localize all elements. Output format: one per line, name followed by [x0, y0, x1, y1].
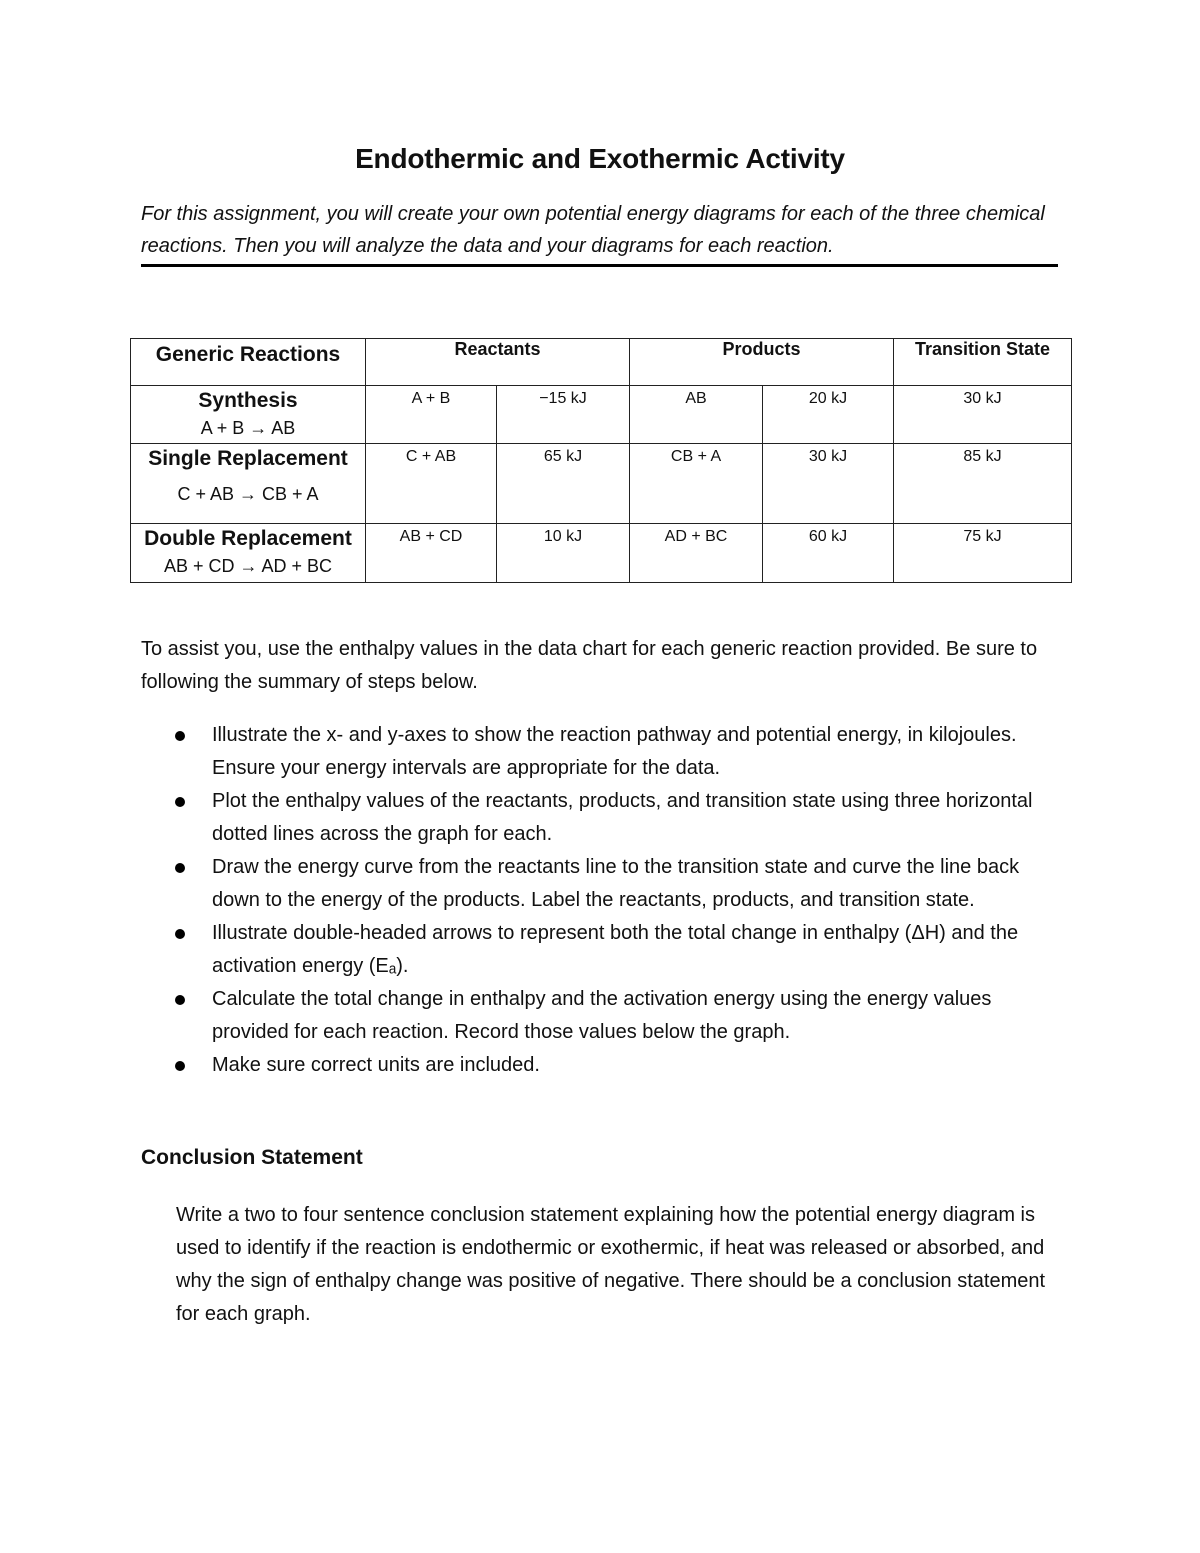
table-row: [131, 444, 1072, 524]
reaction-name-cell: [131, 386, 366, 444]
header-transition-state: Transition State: [894, 339, 1072, 386]
reaction-name: Double Replacement: [144, 527, 352, 550]
step-text: Illustrate the x- and y-axes to show the reaction pathway and potential energy, in kilojoules. Ensure your energy intervals are appropriate for the data.: [212, 724, 1017, 779]
transition-cell: [894, 524, 1072, 583]
product-value: CB + A: [670, 448, 722, 465]
reactant-cell: [366, 524, 497, 583]
step-text: Illustrate double-headed arrows to represent both the total change in enthalpy (ΔH) and the activation energy (Eₐ).: [212, 922, 1019, 977]
bullet-icon: [175, 995, 185, 1005]
reactant-cell: [366, 444, 497, 524]
step-text: Plot the enthalpy values of the reactants, products, and transition state using three horizontal dotted lines across the graph for each.: [212, 790, 1033, 845]
reaction-equation: AB + CD → AD + BC: [163, 556, 333, 576]
step-text: Draw the energy curve from the reactants line to the transition state and curve the line back down to the energy of the products. Label the reactants, products, and transition state.: [212, 856, 1020, 911]
product-cell: [630, 386, 763, 444]
list-item: [141, 719, 1071, 785]
reaction-name: Single Replacement: [148, 447, 348, 470]
transition-cell: [894, 444, 1072, 524]
reactant-energy-value: 10 kJ: [543, 528, 583, 545]
reaction-equation: C + AB → CB + A: [177, 484, 319, 504]
reactant-energy-cell: [497, 524, 630, 583]
list-item: [141, 917, 1071, 983]
step-text: Calculate the total change in enthalpy and the activation energy using the energy values provided for each reaction. Record those values below the graph.: [212, 988, 992, 1043]
bullet-icon: [175, 929, 185, 939]
reaction-name-cell: [131, 524, 366, 583]
reaction-data-table: [130, 338, 1072, 583]
product-energy-cell: [763, 386, 894, 444]
product-energy-value: 20 kJ: [808, 390, 848, 407]
conclusion-paragraph: Write a two to four sentence conclusion statement explaining how the potential energy diagram is used to identify if the reaction is endothermic or exothermic, if heat was released or absorbed, and why the sign of enthalpy change was positive of negative. There should be a conclusion statement for each graph.: [176, 1204, 1046, 1325]
header-products: Products: [630, 339, 894, 386]
list-item: [141, 1049, 1071, 1082]
product-energy-value: 60 kJ: [808, 528, 848, 545]
bullet-icon: [175, 863, 185, 873]
reactant-energy-value: 65 kJ: [543, 448, 583, 465]
steps-list: [141, 719, 1071, 1082]
list-item: [141, 983, 1071, 1049]
reactant-cell: [366, 386, 497, 444]
product-energy-cell: [763, 524, 894, 583]
table-row: [131, 386, 1072, 444]
reaction-equation: A + B → AB: [200, 418, 296, 438]
reactant-energy-cell: [497, 444, 630, 524]
table-header-row: [131, 339, 1072, 386]
transition-cell: [894, 386, 1072, 444]
bullet-icon: [175, 797, 185, 807]
header-reactants: Reactants: [366, 339, 630, 386]
assist-paragraph: To assist you, use the enthalpy values in the data chart for each generic reaction provided. Be sure to following the summary of steps below.: [141, 638, 1038, 693]
product-energy-value: 30 kJ: [808, 448, 848, 465]
transition-value: 85 kJ: [963, 448, 1002, 465]
reactant-energy-value: −15 kJ: [539, 390, 587, 407]
list-item: [141, 851, 1071, 917]
table-row: [131, 524, 1072, 583]
conclusion-heading: Conclusion Statement: [141, 1146, 363, 1169]
product-energy-cell: [763, 444, 894, 524]
bullet-icon: [175, 1061, 185, 1071]
reactant-value: C + AB: [405, 448, 457, 465]
page-title: Endothermic and Exothermic Activity: [355, 143, 845, 174]
reactant-value: AB + CD: [399, 528, 463, 545]
bullet-icon: [175, 731, 185, 741]
reactant-value: A + B: [411, 390, 451, 407]
step-text: Make sure correct units are included.: [212, 1054, 540, 1076]
intro-paragraph: For this assignment, you will create your own potential energy diagrams for each of the three chemical reactions. Then you will analyze the data and your diagrams for each reaction.: [141, 198, 1058, 267]
reaction-name-cell: [131, 444, 366, 524]
product-cell: [630, 524, 763, 583]
product-value: AB: [685, 390, 707, 407]
transition-value: 75 kJ: [963, 528, 1002, 545]
list-item: [141, 785, 1071, 851]
header-generic-reactions: Generic Reactions: [131, 339, 366, 386]
reaction-name: Synthesis: [198, 389, 298, 412]
transition-value: 30 kJ: [963, 390, 1002, 407]
product-value: AD + BC: [664, 528, 728, 545]
product-cell: [630, 444, 763, 524]
reactant-energy-cell: [497, 386, 630, 444]
